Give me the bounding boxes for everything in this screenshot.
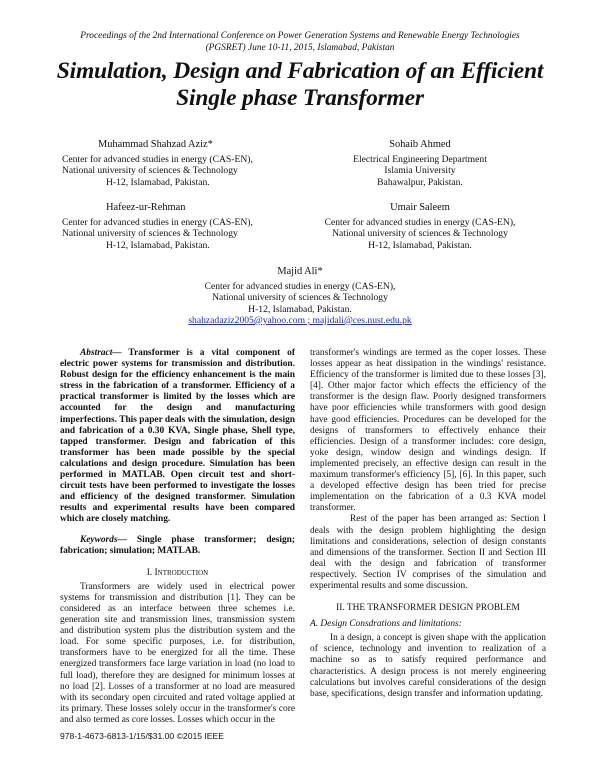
author-affiliation: Center for advanced studies in energy (CAS-EN), <box>324 217 516 229</box>
paper-title <box>20 58 580 112</box>
author-affiliation: H-12, Islamabad, Pakistan. <box>106 239 210 251</box>
author-affiliation: National university of sciences & Technology <box>212 292 388 304</box>
author-affiliation: Islamia University <box>384 165 456 177</box>
author-name: Hafeez-ur-Rehman <box>106 202 186 213</box>
author-block-2 <box>315 139 525 188</box>
introduction-paragraph: Transformers are widely used in electrical power systems for transmission and distribution [1]. They can be considered as an interface between three schemes i.e. generation site and transmission lines, transmission system and distribution system plus the distribution system and the load. For some specific purposes, i.e. for distribution, transformers have to be energized for all the time. These energized transformers face large variation in load (no load to full load), therefore they are designed for minimum losses at no load [2]. Losses of a transformer at no load are measured with its secondary open circuited and rated voltage applied at its primary. These losses solely occur in the transformer's core and also termed as core losses. Losses which occur in the <box>60 581 295 725</box>
left-column <box>60 348 295 726</box>
author-affiliation: H-12, Islamabad, Pakistan. <box>106 176 210 188</box>
keywords-label: Keywords— <box>80 534 127 545</box>
author-affiliation: H-12, Islamabad, Pakistan. <box>368 239 472 251</box>
author-block-1 <box>62 139 272 188</box>
keywords-text: Single phase transformer; design; fabrication; simulation; MATLAB. <box>60 534 295 556</box>
author-affiliation: H-12, Islamabad, Pakistan. <box>248 303 352 315</box>
abstract <box>60 348 295 526</box>
author-block-3 <box>62 202 272 251</box>
author-name: Majid Ali* <box>277 266 323 277</box>
proceedings-line-1: Proceedings of the 2nd International Conference on Power Generation Systems and Renewable Energy Technologies <box>80 31 520 41</box>
author-affiliation: National university of sciences & Technology <box>62 165 238 177</box>
proceedings-line-2: (PGSRET) June 10-11, 2015, Islamabad, Pakistan <box>205 43 395 53</box>
abstract-text: Transformer is a vital component of electric power systems for transmission and distribution. Robust design for the efficiency enhancement is the main stress in the fabrication of a transformer. Efficiency of a practical transformer is limited by the losses which are accounted for the design and manufacturing imperfections. This paper deals with the simulation, design and fabrication of a 0.30 KVA, Single phase, Shell type, tapped transformer. Design and fabrication of this transformer has been made possible by the special calculations and design procedure. Simulation has been performed in MATLAB. Open circuit test and short-circuit tests have been performed to investigate the losses and efficiency of the designed transformer. Simulation results and experimental results have been compared which are closely matching. <box>60 348 295 525</box>
section-heading-design-problem: II. THE TRANSFORMER DESIGN PROBLEM <box>336 603 520 614</box>
title-line-2: Single phase Transformer <box>176 85 424 111</box>
author-affiliation: Bahawalpur, Pakistan. <box>377 176 463 188</box>
section-heading-introduction: I. Introduction <box>146 567 209 578</box>
body-paragraph: transformer's windings are termed as the coper losses. These losses appear as heat dissipation in the windings' resistance. Efficiency of the transformer is limited due to these losses [3], [4]. Other major factor which effects the efficiency of the transformer is the design flaw. Poorly designed transformers have poor efficiencies while transformers with good design have good efficiencies. Procedures can be developed for the designs of transformers to effectively enhance their efficiencies. Design of a transformer includes: core design, yoke design, window design and windings design. If implemented precisely, an effective design can result in the maximum transformer's efficiency [5], [6]. In this paper, such a developed effective design has been tried for precise implementation on the fabrication of a 0.3 KVA model transformer. <box>310 348 546 514</box>
abstract-label: Abstract— <box>80 348 122 358</box>
author-name: Sohaib Ahmed <box>389 139 451 150</box>
body-paragraph: In a design, a concept is given shape with the application of science, technology and invention to realization of a machine so as to satisfy required performance and characteristics. A design process is not merely engineering calculations but involves careful considerations of the design base, specifications, design transfer and information updating. <box>310 633 546 699</box>
author-block-4 <box>315 202 525 251</box>
author-affiliation: National university of sciences & Technology <box>62 228 238 240</box>
author-block-5 <box>180 266 420 326</box>
keywords <box>60 535 295 557</box>
author-name: Umair Saleem <box>390 202 450 213</box>
copyright-footer: 978-1-4673-6813-1/15/$31.00 ©2015 IEEE <box>60 731 225 741</box>
body-paragraph: Rest of the paper has been arranged as: Section I deals with the design problem highlighting the design limitations and considerations, selection of design constants and dimensions of the transformer. Section II and Section III deal with the design and fabrication of transformer respectively. Section IV comprises of the simulation and experimental results and some discussion. <box>310 514 546 591</box>
proceedings-header <box>40 30 560 54</box>
author-affiliation: Center for advanced studies in energy (CAS-EN), <box>204 281 396 293</box>
right-column <box>310 348 546 700</box>
author-affiliation: Electrical Engineering Department <box>353 154 487 166</box>
author-affiliation: National university of sciences & Technology <box>332 228 508 240</box>
subsection-heading: A. Design Consdrations and limitations: <box>310 619 462 630</box>
author-name: Muhammad Shahzad Aziz* <box>98 139 213 150</box>
author-affiliation: Center for advanced studies in energy (CAS-EN), <box>62 217 253 229</box>
title-line-1: Simulation, Design and Fabrication of an Efficient <box>56 58 544 84</box>
email-links[interactable]: shahzadaziz2005@yahoo.com ; majidali@ces.nust.edu.pk <box>188 314 412 326</box>
author-affiliation: Center for advanced studies in energy (CAS-EN), <box>62 154 253 166</box>
